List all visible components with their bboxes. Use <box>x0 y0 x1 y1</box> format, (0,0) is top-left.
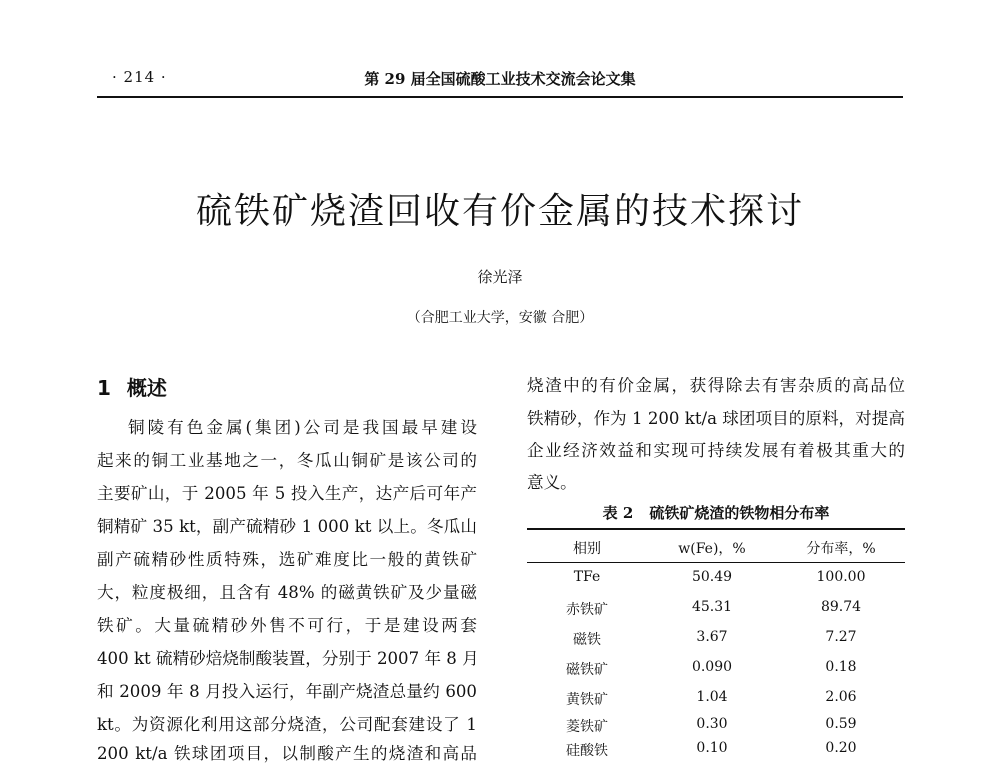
author-name: 徐光泽 <box>477 268 523 286</box>
body-line: 铜精矿 35 kt，副产硫精砂 1 000 kt 以上。冬瓜山 <box>97 517 477 536</box>
body-line: 意义。 <box>527 473 577 492</box>
table-cell: 菱铁矿 <box>566 719 608 735</box>
body-line: 烧渣中的有价金属，获得除去有害杂质的高品位 <box>527 376 905 395</box>
table-cell: 硅酸铁 <box>566 743 608 759</box>
table-caption <box>527 502 905 523</box>
table-cell: 磁铁 <box>573 632 601 648</box>
affiliation: （合肥工业大学，安徽 合肥） <box>406 310 594 326</box>
table-cell: 0.090 <box>691 659 733 675</box>
body-line: 铜陵有色金属(集团)公司是我国最早建设 <box>128 418 477 437</box>
body-line: 副产硫精砂性质特殊，选矿难度比一般的黄铁矿 <box>97 550 477 569</box>
table-cell: 磁铁矿 <box>566 662 608 678</box>
table-header-cell: 分布率，% <box>806 541 876 557</box>
page-number: · 214 · <box>112 68 167 86</box>
table-cell: 45.31 <box>691 599 733 615</box>
body-line: 和 2009 年 8 月投入运行，年副产烧渣总量约 600 <box>97 682 477 701</box>
article-title: 硫铁矿烧渣回收有价金属的技术探讨 <box>195 191 804 232</box>
body-line: 起来的铜工业基地之一，冬瓜山铜矿是该公司的 <box>97 451 477 470</box>
table-cell: 7.27 <box>825 629 857 645</box>
section-number: 1 <box>97 376 111 400</box>
body-line: 主要矿山，于 2005 年 5 投入生产，达产后可年产 <box>97 484 477 503</box>
table-cell: 0.18 <box>825 659 857 675</box>
body-line: 200 kt/a 铁球团项目，以制酸产生的烧渣和高品 <box>97 744 477 763</box>
section-heading <box>97 372 167 401</box>
table-header-cell: w(Fe)，% <box>678 541 746 557</box>
body-line: kt。为资源化利用这部分烧渣，公司配套建设了 1 <box>97 715 477 734</box>
body-line: 大，粒度极细，且含有 48% 的磁黄铁矿及少量磁 <box>97 583 477 602</box>
table-cell: 0.59 <box>825 716 857 732</box>
table-cell: 赤铁矿 <box>566 602 608 618</box>
table-cell: 黄铁矿 <box>566 692 608 708</box>
table-cell: 0.10 <box>696 740 728 756</box>
table-caption-text: 硫铁矿烧渣的铁物相分布率 <box>649 504 830 522</box>
table-label: 表 2 <box>602 504 634 522</box>
table-cell: 89.74 <box>820 599 862 615</box>
table-cell: 0.20 <box>825 740 857 756</box>
table-cell: 1.04 <box>696 689 728 705</box>
table-header-rule <box>527 562 905 563</box>
header-rule <box>97 96 903 98</box>
body-line: 400 kt 硫精砂焙烧制酸装置，分别于 2007 年 8 月 <box>97 649 479 668</box>
body-line: 铁矿。大量硫精砂外售不可行，于是建设两套 <box>97 616 477 635</box>
section-title: 概述 <box>126 376 167 400</box>
table-cell: 100.00 <box>816 569 866 585</box>
running-title: 第 29 届全国硫酸工业技术交流会论文集 <box>364 70 636 88</box>
table-cell: TFe <box>573 569 601 585</box>
table-header-cell: 相别 <box>573 541 601 557</box>
body-line: 企业经济效益和实现可持续发展有着极其重大的 <box>527 441 905 460</box>
table-cell: 0.30 <box>696 716 728 732</box>
body-line: 铁精砂，作为 1 200 kt/a 球团项目的原料，对提高 <box>527 409 905 428</box>
table-top-rule <box>527 528 905 530</box>
table-cell: 50.49 <box>691 569 733 585</box>
table-cell: 2.06 <box>825 689 857 705</box>
table-cell: 3.67 <box>696 629 728 645</box>
